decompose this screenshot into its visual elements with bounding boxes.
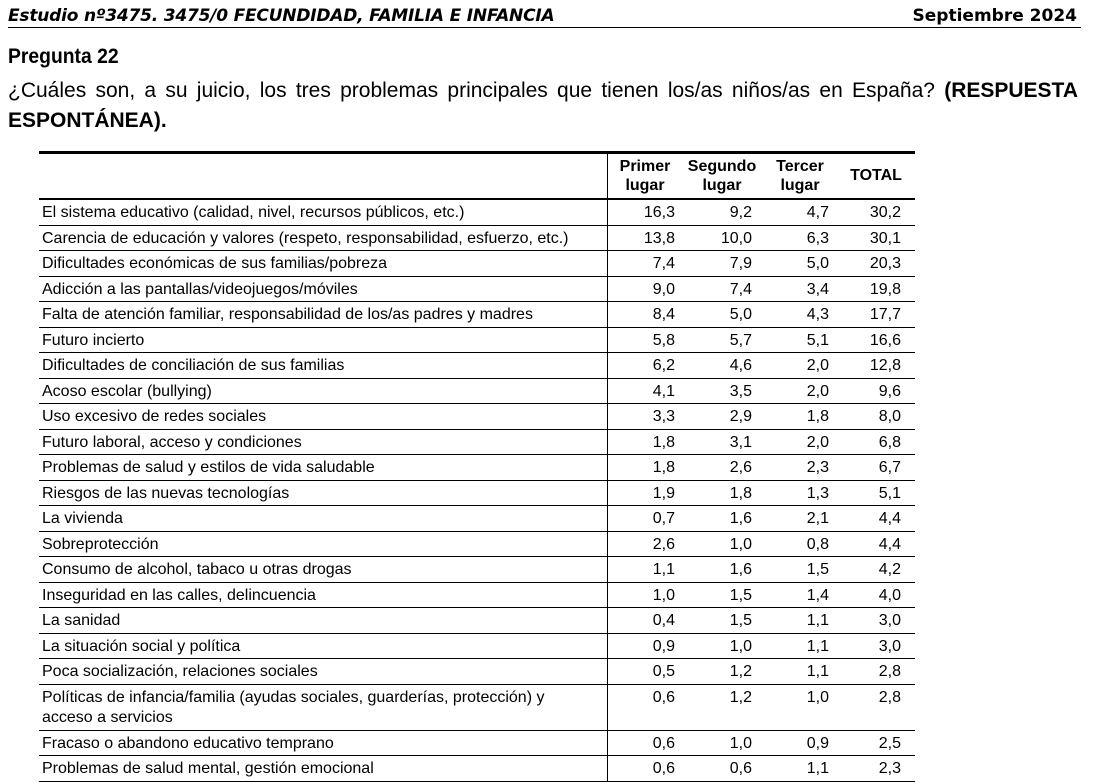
study-title: Estudio nº3475. 3475/0 FECUNDIDAD, FAMILIA E INFANCIA bbox=[8, 6, 555, 26]
table-row bbox=[39, 634, 915, 660]
row-value-col2: 1,0 bbox=[806, 688, 829, 706]
row-value-col3: 17,7 bbox=[869, 306, 901, 323]
column-header-line1: TOTAL bbox=[850, 167, 902, 184]
column-header-line1: Primer bbox=[619, 158, 671, 175]
row-label: La sanidad bbox=[42, 612, 121, 629]
table-row bbox=[39, 506, 915, 532]
row-value-col1: 3,5 bbox=[729, 382, 752, 400]
question-note: (RESPUESTA ESPONTÁNEA). bbox=[8, 79, 1078, 132]
row-value-col3: 2,3 bbox=[878, 760, 901, 777]
question-text bbox=[8, 76, 1078, 136]
table-row bbox=[39, 659, 915, 685]
column-header-3 bbox=[841, 166, 911, 185]
table-row bbox=[39, 430, 915, 456]
row-value-col2: 1,8 bbox=[806, 408, 829, 425]
column-header-2 bbox=[765, 157, 835, 195]
row-label: Problemas de salud y estilos de vida saludable bbox=[42, 459, 375, 476]
row-value-col1: 1,5 bbox=[729, 586, 752, 604]
row-value-col3: 2,5 bbox=[878, 734, 901, 752]
row-label: Políticas de infancia/familia (ayudas sociales, guarderías, protección) y acceso a servicios bbox=[42, 688, 545, 726]
row-value-col3: 4,0 bbox=[878, 586, 901, 604]
row-label: Uso excesivo de redes sociales bbox=[42, 408, 267, 425]
row-value-col3: 9,6 bbox=[878, 382, 901, 400]
row-value-col2: 2,0 bbox=[806, 357, 829, 374]
row-value-col0: 3,3 bbox=[652, 408, 675, 425]
row-value-col3: 19,8 bbox=[869, 280, 901, 298]
table-row bbox=[39, 532, 915, 558]
question-label: Pregunta 22 bbox=[8, 45, 119, 68]
column-header-line1: Tercer bbox=[776, 158, 824, 175]
row-value-col0: 1,8 bbox=[652, 459, 675, 476]
row-value-col2: 1,1 bbox=[806, 663, 829, 680]
row-value-col3: 4,4 bbox=[878, 535, 901, 553]
table-row bbox=[39, 226, 915, 252]
row-value-col2: 6,3 bbox=[806, 229, 829, 247]
row-value-col3: 30,2 bbox=[869, 204, 901, 221]
row-value-col3: 16,6 bbox=[869, 331, 901, 349]
row-label: Futuro incierto bbox=[42, 331, 145, 349]
row-value-col3: 20,3 bbox=[869, 255, 901, 272]
row-value-col0: 0,4 bbox=[652, 612, 675, 629]
row-value-col2: 0,8 bbox=[806, 535, 829, 553]
row-value-col0: 0,9 bbox=[652, 637, 675, 655]
row-value-col3: 2,8 bbox=[878, 688, 901, 706]
row-value-col1: 1,0 bbox=[729, 637, 752, 655]
row-value-col3: 30,1 bbox=[869, 229, 901, 247]
column-header-1 bbox=[682, 157, 762, 195]
row-value-col1: 9,2 bbox=[729, 204, 752, 221]
row-value-col0: 9,0 bbox=[652, 280, 675, 298]
row-value-col0: 1,1 bbox=[652, 561, 675, 578]
row-value-col1: 1,5 bbox=[729, 612, 752, 629]
row-value-col0: 1,0 bbox=[652, 586, 675, 604]
row-value-col0: 4,1 bbox=[652, 382, 675, 400]
row-value-col1: 2,9 bbox=[729, 408, 752, 425]
label-column-divider bbox=[607, 154, 608, 782]
row-label: Falta de atención familiar, responsabilidad de los/as padres y madres bbox=[42, 306, 533, 323]
row-value-col3: 4,4 bbox=[878, 510, 901, 527]
row-value-col0: 0,5 bbox=[652, 663, 675, 680]
row-value-col3: 6,7 bbox=[878, 459, 901, 476]
row-value-col1: 7,9 bbox=[729, 255, 752, 272]
row-value-col0: 6,2 bbox=[652, 357, 675, 374]
table-row bbox=[39, 277, 915, 303]
row-value-col2: 1,4 bbox=[806, 586, 829, 604]
row-label: La situación social y política bbox=[42, 637, 241, 655]
row-value-col2: 1,1 bbox=[806, 637, 829, 655]
table-row bbox=[39, 557, 915, 583]
column-header-line2: lugar bbox=[702, 177, 742, 194]
row-value-col1: 7,4 bbox=[729, 280, 752, 298]
row-value-col0: 5,8 bbox=[652, 331, 675, 349]
row-value-col0: 0,6 bbox=[652, 734, 675, 752]
row-value-col0: 2,6 bbox=[652, 535, 675, 553]
table-row bbox=[39, 353, 915, 379]
row-value-col2: 1,5 bbox=[806, 561, 829, 578]
table-row bbox=[39, 302, 915, 328]
table-row bbox=[39, 251, 915, 277]
row-value-col0: 7,4 bbox=[652, 255, 675, 272]
row-value-col2: 1,1 bbox=[806, 760, 829, 777]
row-value-col0: 8,4 bbox=[652, 306, 675, 323]
row-label: Sobreprotección bbox=[42, 535, 159, 553]
row-label: Adicción a las pantallas/videojuegos/móviles bbox=[42, 280, 358, 298]
row-value-col3: 2,8 bbox=[878, 663, 901, 680]
table-body bbox=[39, 200, 915, 782]
row-value-col2: 3,4 bbox=[806, 280, 829, 298]
table-row bbox=[39, 328, 915, 354]
row-value-col3: 5,1 bbox=[878, 484, 901, 502]
row-value-col1: 5,7 bbox=[729, 331, 752, 349]
row-value-col0: 16,3 bbox=[643, 204, 675, 221]
row-value-col3: 4,2 bbox=[878, 561, 901, 578]
column-header-line2: lugar bbox=[780, 177, 820, 194]
row-value-col3: 12,8 bbox=[869, 357, 901, 374]
row-value-col1: 1,2 bbox=[729, 663, 752, 680]
row-label: Dificultades de conciliación de sus familias bbox=[42, 357, 345, 374]
table-row bbox=[39, 685, 915, 731]
table-row bbox=[39, 455, 915, 481]
table-row bbox=[39, 731, 915, 757]
row-value-col2: 2,0 bbox=[806, 433, 829, 451]
row-value-col3: 3,0 bbox=[878, 637, 901, 655]
column-header-0 bbox=[610, 157, 680, 195]
row-value-col1: 0,6 bbox=[729, 760, 752, 777]
table-row bbox=[39, 404, 915, 430]
row-value-col0: 1,8 bbox=[652, 433, 675, 451]
row-value-col2: 5,0 bbox=[806, 255, 829, 272]
row-label: Consumo de alcohol, tabaco u otras drogas bbox=[42, 561, 352, 578]
row-value-col2: 0,9 bbox=[806, 734, 829, 752]
row-value-col2: 4,7 bbox=[806, 204, 829, 221]
row-label: El sistema educativo (calidad, nivel, recursos públicos, etc.) bbox=[42, 204, 465, 221]
row-value-col0: 1,9 bbox=[652, 484, 675, 502]
row-label: Carencia de educación y valores (respeto, responsabilidad, esfuerzo, etc.) bbox=[42, 229, 569, 247]
row-value-col2: 1,3 bbox=[806, 484, 829, 502]
row-value-col2: 5,1 bbox=[806, 331, 829, 349]
row-label: La vivienda bbox=[42, 510, 123, 527]
row-value-col0: 13,8 bbox=[643, 229, 675, 247]
document-header bbox=[8, 4, 1081, 28]
row-value-col0: 0,7 bbox=[652, 510, 675, 527]
column-header-line1: Segundo bbox=[687, 158, 757, 175]
row-value-col1: 10,0 bbox=[720, 229, 752, 247]
row-value-col1: 1,6 bbox=[729, 561, 752, 578]
row-label: Riesgos de las nuevas tecnologías bbox=[42, 484, 290, 502]
question-body: ¿Cuáles son, a su juicio, los tres problemas principales que tienen los/as niños/as en España? bbox=[8, 79, 935, 102]
row-value-col2: 4,3 bbox=[806, 306, 829, 323]
table-row bbox=[39, 583, 915, 609]
study-date: Septiembre 2024 bbox=[912, 6, 1077, 26]
row-value-col2: 2,1 bbox=[806, 510, 829, 527]
row-value-col2: 1,1 bbox=[806, 612, 829, 629]
row-value-col1: 1,0 bbox=[729, 535, 752, 553]
row-value-col1: 5,0 bbox=[729, 306, 752, 323]
row-label: Inseguridad en las calles, delincuencia bbox=[42, 586, 316, 604]
row-value-col1: 1,2 bbox=[729, 688, 752, 706]
row-label: Problemas de salud mental, gestión emocional bbox=[42, 760, 374, 777]
column-header-line2: lugar bbox=[625, 177, 665, 194]
table-row bbox=[39, 379, 915, 405]
row-value-col1: 4,6 bbox=[729, 357, 752, 374]
row-value-col3: 3,0 bbox=[878, 612, 901, 629]
results-table bbox=[39, 151, 915, 782]
table-row bbox=[39, 200, 915, 226]
table-row bbox=[39, 481, 915, 507]
row-value-col2: 2,3 bbox=[806, 459, 829, 476]
row-value-col1: 2,6 bbox=[729, 459, 752, 476]
row-label: Acoso escolar (bullying) bbox=[42, 382, 212, 400]
table-header bbox=[39, 154, 915, 200]
row-label: Futuro laboral, acceso y condiciones bbox=[42, 433, 302, 451]
row-value-col3: 6,8 bbox=[878, 433, 901, 451]
row-label: Poca socialización, relaciones sociales bbox=[42, 663, 318, 680]
row-value-col1: 1,8 bbox=[729, 484, 752, 502]
row-value-col2: 2,0 bbox=[806, 382, 829, 400]
row-value-col0: 0,6 bbox=[652, 688, 675, 706]
row-value-col3: 8,0 bbox=[878, 408, 901, 425]
row-value-col1: 1,0 bbox=[729, 734, 752, 752]
row-value-col0: 0,6 bbox=[652, 760, 675, 777]
row-label: Fracaso o abandono educativo temprano bbox=[42, 734, 334, 752]
row-value-col1: 1,6 bbox=[729, 510, 752, 527]
table-row bbox=[39, 608, 915, 634]
row-value-col1: 3,1 bbox=[729, 433, 752, 451]
row-label: Dificultades económicas de sus familias/pobreza bbox=[42, 255, 388, 272]
